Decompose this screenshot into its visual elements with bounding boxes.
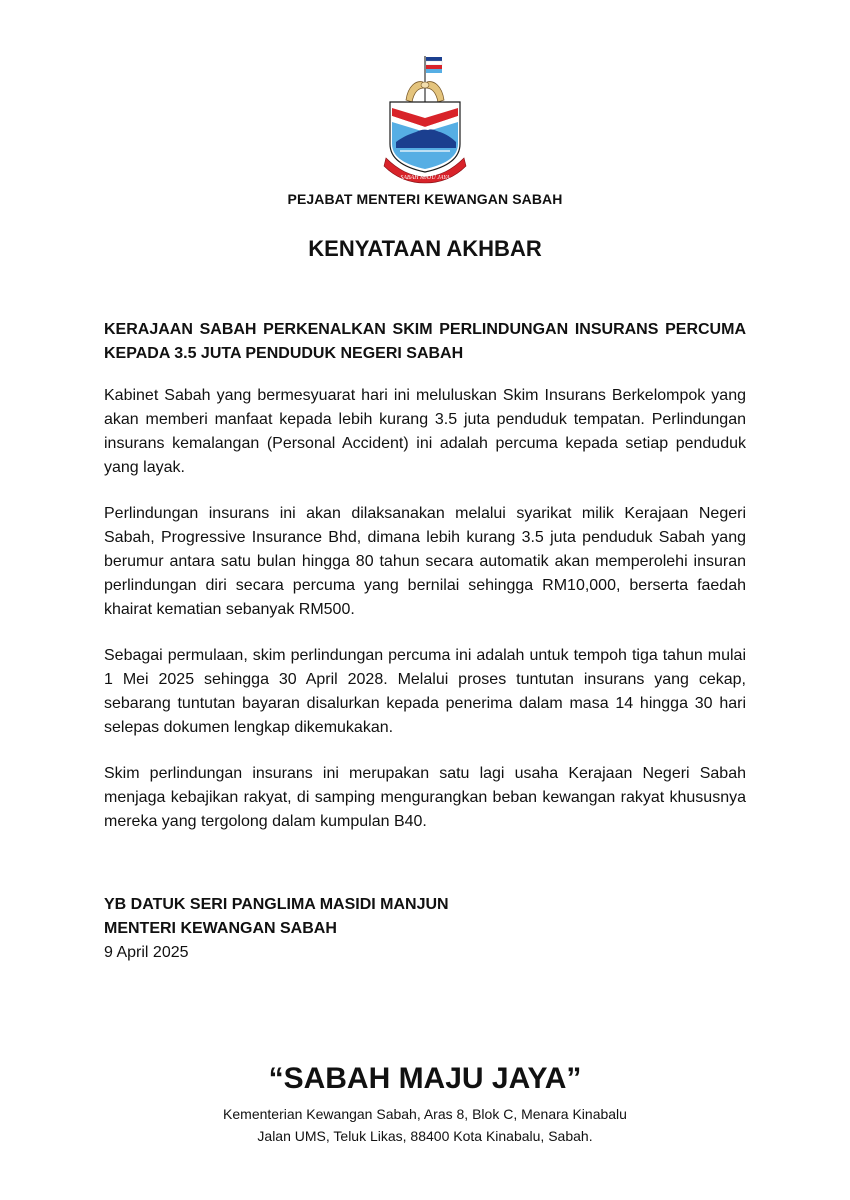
signature-block [104,893,746,965]
statement-date: 9 April 2025 [104,944,189,961]
signatory-position: MENTERI KEWANGAN SABAH [104,920,337,937]
address-line-1: Kementerian Kewangan Sabah, Aras 8, Blok C, Menara Kinabalu [223,1106,627,1122]
paragraph-2: Perlindungan insurans ini akan dilaksanakan melalui syarikat milik Kerajaan Negeri Sabah, Progressive Insurance Bhd, dimana lebih kurang 3.5 juta penduduk Sabah yang berumur antara satu bulan hingga 80 tahun secara automatik akan memperolehi insuran perlindungan diri secara percuma yang bernilai sehingga RM10,000, berserta faedah khairat kematian sebanyak RM500. [104,505,746,618]
sabah-crest-logo [380,52,470,184]
document-heading: KENYATAAN AKHBAR [308,236,542,261]
signatory-name: YB DATUK SERI PANGLIMA MASIDI MANJUN [104,896,449,913]
address-line-2: Jalan UMS, Teluk Likas, 88400 Kota Kinabalu, Sabah. [257,1128,593,1144]
statement-title: KERAJAAN SABAH PERKENALKAN SKIM PERLINDUNGAN INSURANS PERCUMA KEPADA 3.5 JUTA PENDUDUK NEGERI SABAH [104,321,746,362]
paragraph-3: Sebagai permulaan, skim perlindungan percuma ini adalah untuk tempoh tiga tahun mulai 1 Mei 2025 sehingga 30 April 2028. Melalui proses tuntutan insurans yang cekap, sebarang tuntutan bayaran disalurkan kepada penerima dalam masa 14 hingga 30 hari selepas dokumen lengkap dikemukakan. [104,647,746,736]
paragraph-4: Skim perlindungan insurans ini merupakan satu lagi usaha Kerajaan Negeri Sabah menjaga kebajikan rakyat, di samping mengurangkan beban kewangan rakyat khususnya mereka yang tergolong dalam kumpulan B40. [104,765,746,830]
crest-ribbon-text: SABAH MAJU JAYA [400,175,450,181]
office-name: PEJABAT MENTERI KEWANGAN SABAH [287,191,563,207]
footer-motto: “SABAH MAJU JAYA” [268,1062,582,1095]
paragraph-1: Kabinet Sabah yang bermesyuarat hari ini meluluskan Skim Insurans Berkelompok yang akan memberi manfaat kepada lebih kurang 3.5 juta penduduk tempatan. Perlindungan insurans kemalangan (Personal Accident) ini adalah percuma kepada setiap penduduk yang layak. [104,387,746,476]
footer-address [0,1103,850,1147]
